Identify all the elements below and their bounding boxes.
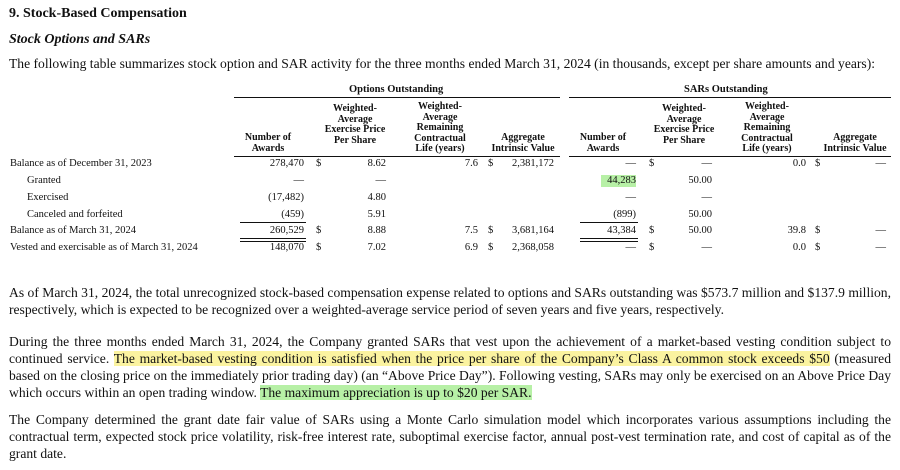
row-label: Vested and exercisable as of March 31, 2024: [10, 242, 198, 253]
options-intrinsic-header: Aggregate Intrinsic Value: [491, 132, 555, 154]
options-intrinsic-value: 3,681,164: [512, 225, 554, 236]
options-exercise-price: —: [375, 175, 386, 186]
paragraph-fair-value: The Company determined the grant date fair value of SARs using a Monte Carlo simulation model which incorporates various assumptions including the contractual term, expected stock price volatility, risk-free interest rate, suboptimal exercise factor, annual post-vest termination rate, and cost of capital as of the grant date.: [9, 412, 891, 461]
sars-remaining-life: 0.0: [792, 242, 806, 253]
options-num-awards: 148,070: [269, 242, 304, 253]
sars-exercise-price: —: [701, 242, 712, 253]
options-price-sign: $: [316, 158, 322, 169]
paragraph-sar-grant: [9, 333, 891, 401]
sars-exercise-price: —: [701, 192, 712, 203]
para-text: During the three months ended March 31, 2024, the Company granted SARs that vest upon the achievement of a market-based vesting condition subject to continued service.: [9, 334, 891, 366]
sars-num-awards: —: [625, 158, 636, 169]
options-remaining-life: 7.5: [464, 225, 478, 236]
paragraph-unrecognized-expense: As of March 31, 2024, the total unrecognized stock-based compensation expense related to options and SARs outstanding was $573.7 million and $137.9 million, respectively, which is expected to be recognized over a weighted-average service period of seven years and five years, respectively.: [9, 285, 891, 317]
highlight-vesting-condition: The market-based vesting condition is satisfied when the price per share of the Company’s Class A common stock exceeds $50: [113, 351, 830, 366]
options-remaining-life: 7.6: [464, 158, 478, 169]
sars-iv-sign: $: [815, 158, 821, 169]
options-remaining-life-header: Weighted- Average Remaining Contractual Life (years): [414, 101, 466, 154]
options-exercise-price: 8.88: [367, 225, 386, 236]
sars-exercise-price-header: Weighted- Average Exercise Price Per Share: [653, 103, 715, 146]
sars-exercise-price: 50.00: [688, 175, 712, 186]
highlight-max-appreciation: The maximum appreciation is up to $20 per SAR.: [260, 385, 532, 400]
section-title: 9. Stock-Based Compensation: [9, 6, 187, 21]
sars-remaining-life: 0.0: [792, 158, 806, 169]
para-text: (measured based on the closing price on the immediately prior trading day) (an “Above Price Day”). Following vesting, SARs may only be exercised on an Above Price Day which occurs within an open trading window.: [9, 351, 892, 400]
sars-num-awards-highlighted: 44,283: [601, 175, 636, 187]
sars-intrinsic-header: Aggregate Intrinsic Value: [823, 132, 887, 154]
options-iv-sign: $: [488, 158, 494, 169]
sars-exercise-price: 50.00: [688, 209, 712, 220]
subsection-title: Stock Options and SARs: [9, 32, 151, 47]
options-num-awards-header: Number of Awards: [244, 132, 292, 154]
options-subtotal-rule: [240, 222, 306, 223]
options-iv-sign: $: [488, 242, 494, 253]
options-header-rule: [234, 156, 560, 157]
options-num-awards: 278,470: [269, 158, 304, 169]
options-price-sign: $: [316, 242, 322, 253]
stock-options-sars-table: [0, 80, 900, 260]
options-num-awards: 260,529: [269, 225, 304, 236]
sars-exercise-price: —: [701, 158, 712, 169]
sars-price-sign: $: [649, 225, 655, 236]
options-intrinsic-value: 2,368,058: [512, 242, 554, 253]
sars-num-awards: 43,384: [607, 225, 636, 236]
sars-intrinsic-value: —: [875, 242, 886, 253]
sars-num-awards: (899): [613, 209, 636, 220]
options-exercise-price-header: Weighted- Average Exercise Price Per Share: [324, 103, 386, 146]
sars-remaining-life-header: Weighted- Average Remaining Contractual Life (years): [741, 101, 793, 154]
sars-group-header: SARs Outstanding: [684, 84, 768, 95]
options-exercise-price: 8.62: [367, 158, 386, 169]
options-remaining-life: 6.9: [464, 242, 478, 253]
sars-header-rule: [569, 156, 891, 157]
sars-remaining-life: 39.8: [787, 225, 806, 236]
sars-num-awards-header: Number of Awards: [579, 132, 627, 154]
options-price-sign: $: [316, 225, 322, 236]
row-label: Exercised: [27, 192, 69, 203]
options-group-header: Options Outstanding: [349, 84, 444, 95]
options-exercise-price: 4.80: [367, 192, 386, 203]
options-num-awards: —: [293, 175, 304, 186]
row-label: Canceled and forfeited: [27, 209, 123, 220]
row-label: Balance as of March 31, 2024: [10, 225, 136, 236]
sars-group-rule: [569, 97, 891, 98]
options-intrinsic-value: 2,381,172: [512, 158, 554, 169]
sars-iv-sign: $: [815, 242, 821, 253]
sars-intrinsic-value: —: [875, 158, 886, 169]
sars-price-sign: $: [649, 242, 655, 253]
sars-exercise-price: 50.00: [688, 225, 712, 236]
options-iv-sign: $: [488, 225, 494, 236]
sars-intrinsic-value: —: [875, 225, 886, 236]
options-exercise-price: 7.02: [367, 242, 386, 253]
row-label: Granted: [27, 175, 61, 186]
sars-num-awards: —: [625, 192, 636, 203]
sars-num-awards: —: [625, 242, 636, 253]
options-num-awards: (459): [281, 209, 304, 220]
sars-iv-sign: $: [815, 225, 821, 236]
sars-price-sign: $: [649, 158, 655, 169]
row-label: Balance as of December 31, 2023: [10, 158, 152, 169]
options-num-awards: (17,482): [268, 192, 304, 203]
table-intro: The following table summarizes stock option and SAR activity for the three months ended March 31, 2024 (in thousands, except per share amounts and years):: [9, 56, 876, 71]
options-group-rule: [234, 97, 560, 98]
sars-subtotal-rule: [580, 222, 638, 223]
options-exercise-price: 5.91: [367, 209, 386, 220]
